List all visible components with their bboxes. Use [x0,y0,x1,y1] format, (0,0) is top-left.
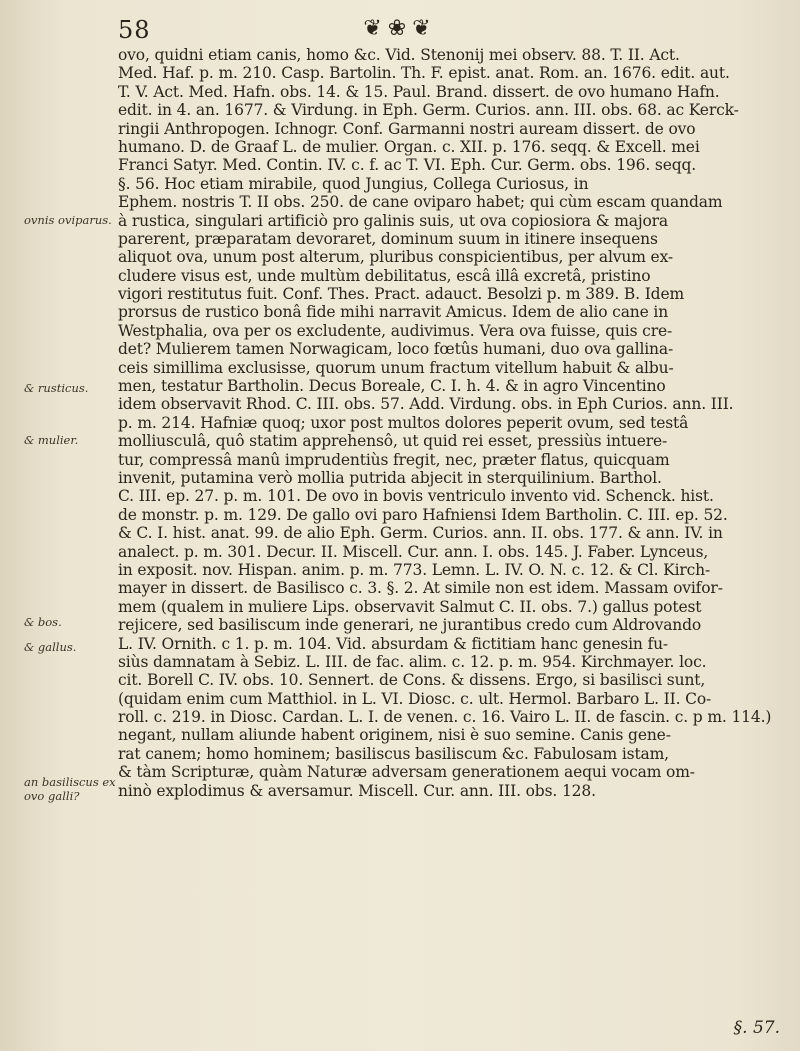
margin-note: an basiliscus ex ovo galli? [24,775,116,803]
text-line: L. IV. Ornith. c 1. p. m. 104. Vid. absurdam & fictitiam hanc genesin fu- [118,634,669,653]
text-line: rat canem; homo hominem; basiliscus basiliscum &c. Fabulosam istam, [118,744,669,763]
text-line: ceis simillima exclusisse, quorum unum fractum vitellum habuit & albu- [118,358,674,377]
text-line: parerent, præparatam devoraret, dominum suum in itinere insequens [118,229,658,248]
text-line: negant, nullam aliunde habent originem, nisi è suo semine. Canis gene- [118,726,671,745]
body-text [118,46,790,800]
margin-note: & bos. [24,615,62,629]
page-number: 58 [118,16,151,44]
text-line: siùs damnatam à Sebiz. L. III. de fac. alim. c. 12. p. m. 954. Kirchmayer. loc. [118,652,707,671]
text-line: ninò explodimus & aversamur. Miscell. Cur. ann. III. obs. 128. [118,781,596,800]
margin-notes [24,0,120,1051]
text-line: in exposit. nov. Hispan. anim. p. m. 773. Lemn. L. IV. O. N. c. 12. & Cl. Kirch- [118,560,711,579]
text-line: molliusculâ, quô statim apprehensô, ut quid rei esset, pressiùs intuere- [118,432,668,451]
text-line: Franci Satyr. Med. Contin. IV. c. f. ac T. VI. Eph. Cur. Germ. obs. 196. seqq. [118,156,697,175]
text-line: (quidam enim cum Matthiol. in L. VI. Diosc. c. ult. Hermol. Barbaro L. II. Co- [118,689,712,708]
text-line: humano. D. de Graaf L. de mulier. Organ. c. XII. p. 176. seqq. & Excell. mei [118,137,700,156]
text-line: p. m. 214. Hafniæ quoq; uxor post multos dolores peperit ovum, sed testâ [118,413,689,432]
text-line: idem observavit Rhod. C. III. obs. 57. Add. Virdung. obs. in Eph Curios. ann. III. [118,395,734,414]
text-line: de monstr. p. m. 129. De gallo ovi paro Hafniensi Idem Bartholin. C. III. ep. 52. [118,505,728,524]
text-line: det? Mulierem tamen Norwagicam, loco fœtûs humani, duo ova gallina- [118,340,674,359]
margin-note: ovnis oviparus. [24,213,112,227]
text-line: Westphalia, ova per os excludente, audivimus. Vera ova fuisse, quis cre- [118,321,673,340]
text-line: T. V. Act. Med. Hafn. obs. 14. & 15. Paul. Brand. dissert. de ovo humano Hafn. [118,82,720,101]
text-line: ringii Anthropogen. Ichnogr. Conf. Garmanni nostri auream dissert. de ovo [118,119,696,138]
page-header [0,16,800,48]
text-line: Med. Haf. p. m. 210. Casp. Bartolin. Th. F. epist. anat. Rom. an. 1676. edit. aut. [118,64,730,83]
text-line: mem (qualem in muliere Lips. observavit Salmut C. II. obs. 7.) gallus potest [118,597,702,616]
text-line: roll. c. 219. in Diosc. Cardan. L. I. de venen. c. 16. Vairo L. II. de fascin. c. p m. 114.) [118,708,772,727]
text-line: & tàm Scripturæ, quàm Naturæ adversam generationem aequi vocam om- [118,763,695,782]
text-line: tur, compressâ manû imprudentiùs fregit, nec, præter flatus, quicquam [118,450,670,469]
text-line: vigori restitutus fuit. Conf. Thes. Pract. adauct. Besolzi p. m 389. B. Idem [118,285,685,304]
header-ornament-icon: ❦❀❦ [363,16,437,41]
text-line: analect. p. m. 301. Decur. II. Miscell. Cur. ann. I. obs. 145. J. Faber. Lynceus, [118,542,709,561]
text-line: prorsus de rustico bonâ fide mihi narravit Amicus. Idem de alio cane in [118,303,669,322]
text-line: Ephem. nostris T. II obs. 250. de cane oviparo habet; qui cùm escam quandam [118,193,723,212]
text-line: mayer in dissert. de Basilisco c. 3. §. 2. At simile non est idem. Massam ovifor- [118,579,723,598]
catchword: §. 57. [733,1018,780,1038]
text-line: rejicere, sed basiliscum inde generari, ne jurantibus credo cum Aldrovando [118,616,702,635]
text-line: aliquot ova, unum post alterum, pluribus conspicientibus, per alvum ex- [118,248,673,267]
margin-note: & rusticus. [24,381,89,395]
margin-note: & mulier. [24,433,79,447]
text-line: cit. Borell C. IV. obs. 10. Sennert. de Cons. & dissens. Ergo, si basilisci sunt, [118,671,706,690]
text-line: & C. I. hist. anat. 99. de alio Eph. Germ. Curios. ann. II. obs. 177. & ann. IV. in [118,524,723,543]
text-line: §. 56. Hoc etiam mirabile, quod Jungius, Collega Curiosus, in [118,174,589,193]
text-line: edit. in 4. an. 1677. & Virdung. in Eph. Germ. Curios. ann. III. obs. 68. ac Kerck- [118,101,739,120]
text-line: C. III. ep. 27. p. m. 101. De ovo in bovis ventriculo invento vid. Schenck. hist. [118,487,714,506]
text-line: men, testatur Bartholin. Decus Boreale, C. I. h. 4. & in agro Vincentino [118,377,666,396]
text-line: ovo, quidni etiam canis, homo &c. Vid. Stenonij mei observ. 88. T. II. Act. [118,46,680,64]
text-line: cludere visus est, unde multùm debilitatus, escâ illâ excretâ, pristino [118,266,651,285]
text-line: à rustica, singulari artificiò pro galinis suis, ut ova copiosiora & majora [118,211,669,230]
text-line: invenit, putamina verò mollia putrida abjecit in sterquilinium. Barthol. [118,468,662,487]
margin-note: & gallus. [24,640,77,654]
